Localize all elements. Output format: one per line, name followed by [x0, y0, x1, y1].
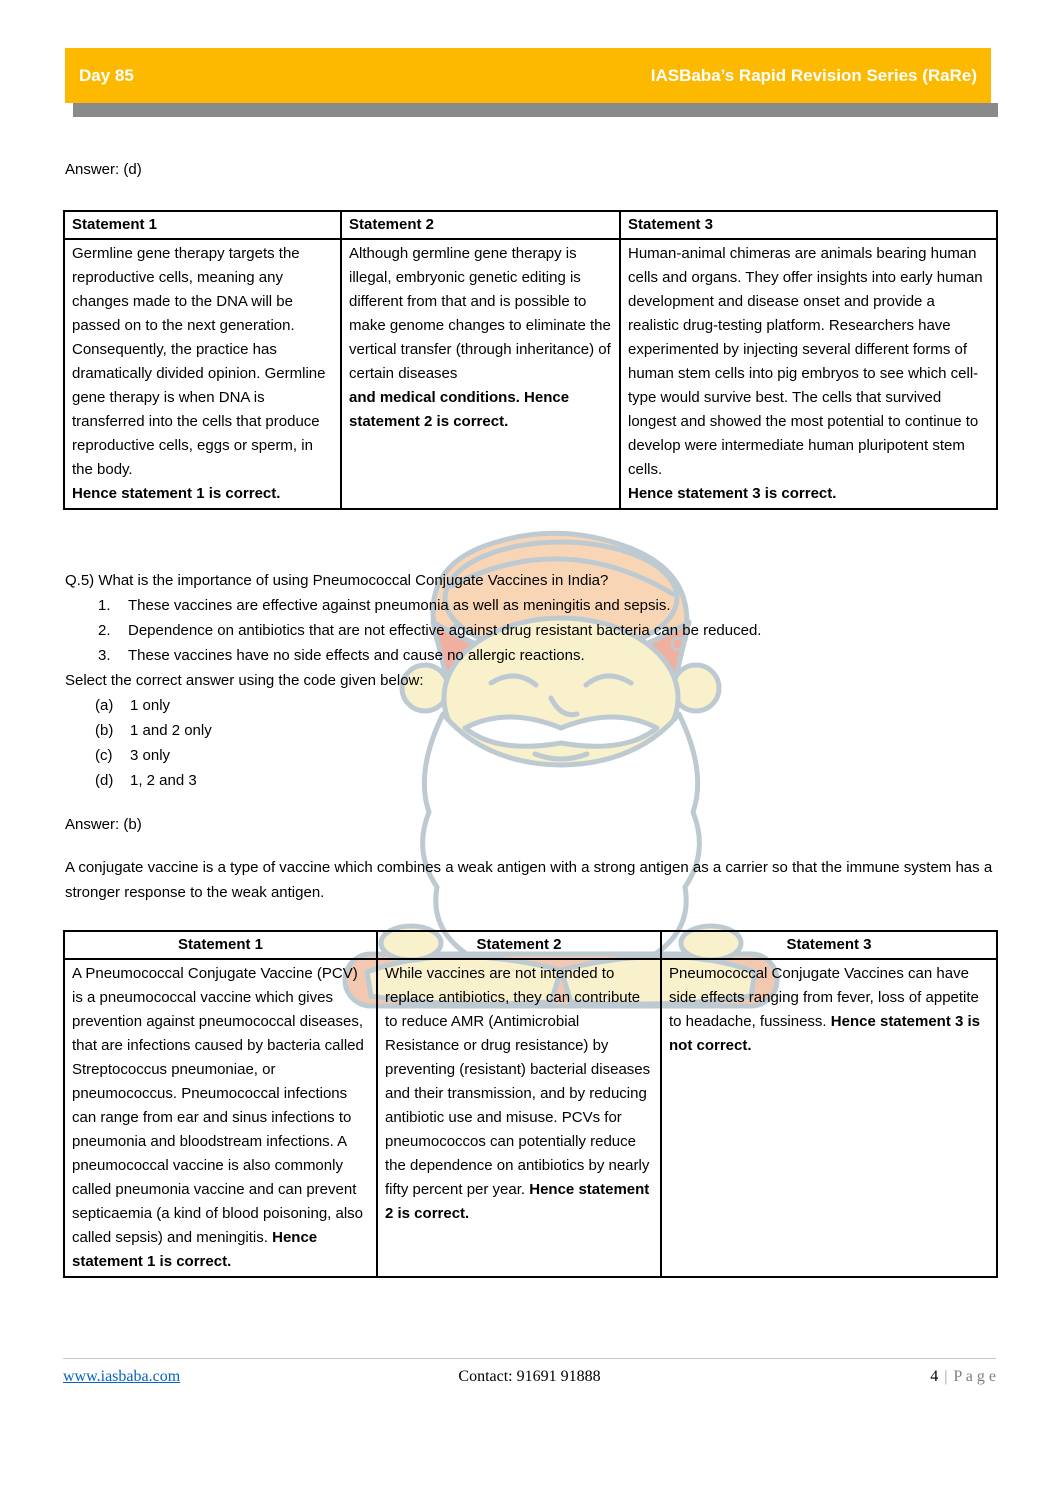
question-statement-1 — [65, 593, 1005, 618]
table2-header-row — [64, 931, 997, 959]
page-separator: | — [944, 1368, 948, 1385]
table1-body-row — [64, 239, 997, 509]
statement-text: These vaccines are effective against pneumonia as well as meningitis and sepsis. — [128, 597, 671, 614]
option-a — [65, 693, 1005, 718]
select-code-line: Select the correct answer using the code given below: — [65, 672, 424, 689]
table2-header-statement-2: Statement 2 — [377, 931, 661, 959]
explanation-paragraph: A conjugate vaccine is a type of vaccine which combines a weak antigen with a strong antigen as a carrier so that the immune system has a stronger response to the weak antigen. — [65, 859, 993, 901]
page-label: P a g e — [953, 1368, 996, 1385]
statement-3-text: Human-animal chimeras are animals bearing human cells and organs. They offer insights into early human development and disease onset and provide a realistic drug-testing platform. Researchers have experimented by injecting several different forms of human stem cells into pig embryos to see which cell-type would survive best. The cells that survived longest and showed the most potential to continue to develop were intermediate human pluripotent stem cells. — [628, 245, 983, 478]
statement-text: Dependence on antibiotics that are not effective against drug resistant bacteria can be reduced. — [128, 622, 762, 639]
table1-cell-statement-1 — [64, 239, 341, 509]
answer-d-text: Answer: (d) — [65, 161, 142, 178]
table1-header-statement-3: Statement 3 — [620, 211, 997, 239]
table2-header-statement-3: Statement 3 — [661, 931, 997, 959]
option-text: 1, 2 and 3 — [130, 772, 197, 789]
statement-3-conclusion: Hence statement 3 is not correct. — [669, 1013, 981, 1054]
option-text: 3 only — [130, 747, 171, 764]
question-statement-3 — [65, 643, 1005, 668]
table1-header-statement-2: Statement 2 — [341, 211, 620, 239]
option-c — [65, 743, 1005, 768]
question-block — [65, 568, 1005, 793]
statement-2-text: While vaccines are not intended to replace antibiotics, they can contribute to reduce AMR (Antimicrobial Resistance or drug resistance) by preventing (resistant) bacterial diseases and their transmission, and by reducing antibiotic use and misuse. PCVs for pneumococcos can potentially reduce the dependence on antibiotics by nearly fifty percent per year. — [385, 965, 651, 1198]
question-text: Q.5) What is the importance of using Pneumococcal Conjugate Vaccines in India? — [65, 572, 609, 589]
header-shadow-bar — [73, 103, 998, 117]
statement-number: 1. — [98, 597, 111, 614]
option-label: (c) — [95, 747, 113, 764]
statement-2-conclusion: Hence statement 2 is correct. — [385, 1181, 650, 1222]
option-text: 1 and 2 only — [130, 722, 212, 739]
statements-table-2 — [63, 930, 998, 1278]
option-label: (d) — [95, 772, 114, 789]
statement-2-conclusion: and medical conditions. Hence statement 2 is correct. — [349, 389, 570, 430]
option-b — [65, 718, 1005, 743]
statement-3-conclusion: Hence statement 3 is correct. — [628, 485, 837, 502]
question-statement-2 — [65, 618, 1005, 643]
table1-cell-statement-2 — [341, 239, 620, 509]
statement-1-text: A Pneumococcal Conjugate Vaccine (PCV) is a pneumococcal vaccine which gives prevention against pneumococcal diseases, that are infections caused by bacteria called Streptococcus pneumoniae, or pneumococcus. Pneumococcal infections can range from ear and sinus infections to pneumonia and bloodstream infections. A pneumococcal vaccine is also commonly called pneumonia vaccine and can prevent septicaemia (a kind of blood poisoning, also called sepsis) and meningitis. — [72, 965, 364, 1246]
option-label: (a) — [95, 697, 114, 714]
table1-header-row — [64, 211, 997, 239]
header-series-title: IASBaba’s Rapid Revision Series (RaRe) — [650, 65, 977, 85]
footer-divider — [63, 1358, 996, 1359]
option-text: 1 only — [130, 697, 171, 714]
footer-contact-text: Contact: 91691 91888 — [458, 1368, 601, 1385]
header-day-label: Day 85 — [79, 65, 134, 85]
header-bar — [65, 48, 991, 103]
table2-cell-statement-2 — [377, 959, 661, 1277]
statement-number: 2. — [98, 622, 111, 639]
statement-1-text: Germline gene therapy targets the reproductive cells, meaning any changes made to the DNA will be passed on to the next generation. Consequently, the practice has dramatically divided opinion. Germline gene therapy is when DNA is transferred into the cells that produce reproductive cells, eggs or sperm, in the body. — [72, 245, 326, 478]
answer-b-text: Answer: (b) — [65, 816, 142, 833]
table2-header-statement-1: Statement 1 — [64, 931, 377, 959]
table1-cell-statement-3 — [620, 239, 997, 509]
page-number: 4 — [930, 1368, 939, 1385]
statements-table-1 — [63, 210, 998, 510]
option-label: (b) — [95, 722, 114, 739]
statement-1-conclusion: Hence statement 1 is correct. — [72, 1229, 318, 1270]
statement-text: These vaccines have no side effects and cause no allergic reactions. — [128, 647, 585, 664]
statement-2-text: Although germline gene therapy is illegal, embryonic genetic editing is different from that and is possible to make genome changes to eliminate the vertical transfer (through inheritance) of certain diseases — [349, 245, 611, 382]
table1-header-statement-1: Statement 1 — [64, 211, 341, 239]
footer — [63, 1368, 996, 1386]
footer-page-indicator — [930, 1368, 996, 1386]
table2-cell-statement-1 — [64, 959, 377, 1277]
statement-3-text: Pneumococcal Conjugate Vaccines can have side effects ranging from fever, loss of appetite to headache, fussiness. — [669, 965, 979, 1030]
statement-1-conclusion: Hence statement 1 is correct. — [72, 485, 281, 502]
table2-body-row — [64, 959, 997, 1277]
table2-cell-statement-3 — [661, 959, 997, 1277]
statement-number: 3. — [98, 647, 111, 664]
footer-website-link[interactable]: www.iasbaba.com — [63, 1368, 181, 1385]
option-d — [65, 768, 1005, 793]
